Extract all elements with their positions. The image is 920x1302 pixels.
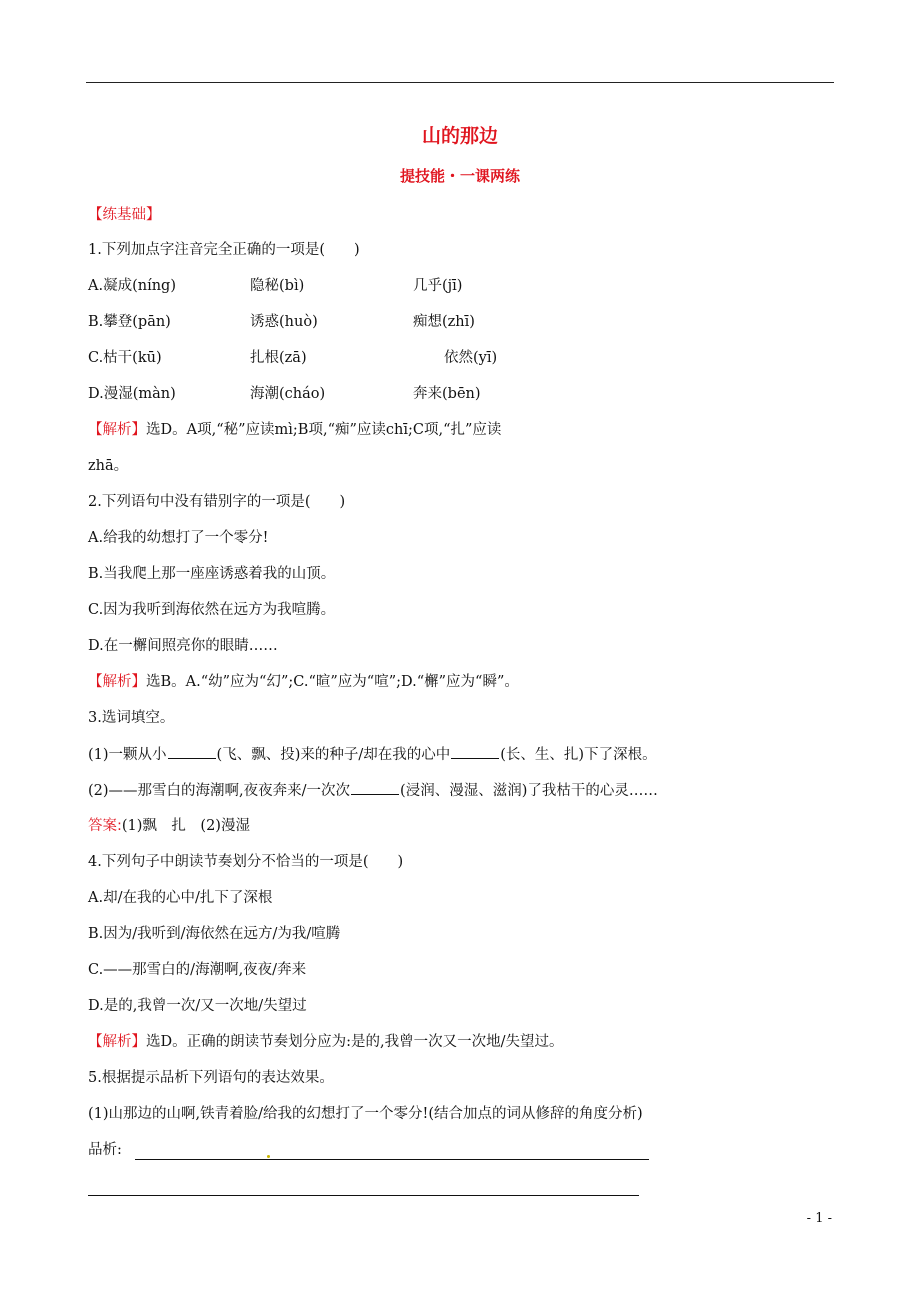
q3-item1-part-c: (长、生、扎)下了深根。 (500, 747, 657, 763)
answer-text: (1)飘 扎 (2)漫湿 (121, 818, 250, 834)
q3-answer (88, 816, 250, 836)
q3-item1-part-b: (飞、飘、投)来的种子/却在我的心中 (216, 747, 451, 763)
q4-stem: 4.下列句子中朗读节奏划分不恰当的一项是( ) (88, 854, 404, 870)
fill-blank[interactable] (351, 780, 399, 795)
q4-option-a: A.却/在我的心中/扎下了深根 (88, 890, 273, 906)
q1-stem: 1.下列加点字注音完全正确的一项是( ) (88, 242, 360, 258)
q5-item1: (1)山那边的山啊,铁青着脸/给我的幻想打了一个零分!(结合加点的词从修辞的角度分析) (88, 1106, 643, 1122)
q1-option-d1: D.漫湿(màn) (88, 386, 176, 402)
analysis-label: 【解析】 (88, 674, 146, 690)
q2-stem: 2.下列语句中没有错别字的一项是( ) (88, 494, 346, 510)
q2-option-c: C.因为我听到海依然在远方为我喧腾。 (88, 602, 336, 618)
q4-option-d: D.是的,我曾一次/又一次地/失望过 (88, 998, 307, 1014)
q3-item2-part-b: (浸润、漫湿、滋润)了我枯干的心灵…… (400, 783, 658, 799)
q1-option-d2: 海潮(cháo) (250, 386, 326, 402)
analysis-text: 选D。正确的朗读节奏划分应为:是的,我曾一次又一次地/失望过。 (146, 1034, 564, 1050)
analysis-label: 【解析】 (88, 1034, 146, 1050)
q1-option-d3: 奔来(bēn) (413, 386, 481, 402)
q2-option-a: A.给我的幼想打了一个零分! (88, 530, 269, 546)
q3-item2 (88, 780, 658, 801)
page-number: - 1 - (806, 1211, 832, 1226)
fill-blank[interactable] (168, 744, 216, 759)
analysis-text: 选D。A项,“秘”应读mì;B项,“痴”应读chī;C项,“扎”应读 (146, 422, 502, 438)
q1-option-c3: 依然(yī) (444, 350, 498, 366)
q4-analysis (88, 1032, 564, 1052)
q2-analysis (88, 672, 519, 692)
q1-option-b1: B.攀登(pān) (88, 314, 171, 330)
q3-item1 (88, 744, 657, 765)
q3-item2-part-a: (2)——那雪白的海潮啊,夜夜奔来/一次次 (88, 783, 351, 799)
analysis-label: 【解析】 (88, 422, 146, 438)
q3-stem: 3.选词填空。 (88, 710, 175, 726)
q1-analysis (88, 420, 501, 440)
page-subtitle: 提技能・一课两练 (399, 167, 520, 185)
q2-option-b: B.当我爬上那一座座诱惑着我的山顶。 (88, 566, 336, 582)
q1-analysis-cont: zhā。 (88, 458, 129, 474)
q1-option-c1: C.枯干(kū) (88, 350, 162, 366)
answer-line[interactable] (135, 1159, 649, 1160)
q1-option-a3: 几乎(jī) (413, 278, 463, 294)
q4-option-c: C.——那雪白的/海潮啊,夜夜/奔来 (88, 962, 307, 978)
emphasis-dot (267, 1155, 270, 1158)
q3-item1-part-a: (1)一颗从小 (88, 747, 167, 763)
analysis-text: 选B。A.“幼”应为“幻”;C.“暄”应为“喧”;D.“檞”应为“瞬”。 (146, 674, 519, 690)
section-label: 【练基础】 (88, 207, 161, 223)
q2-option-d: D.在一檞间照亮你的眼睛…… (88, 638, 278, 654)
q4-option-b: B.因为/我听到/海依然在远方/为我/喧腾 (88, 926, 341, 942)
fill-blank[interactable] (451, 744, 499, 759)
header-rule (86, 82, 834, 83)
q1-option-a2: 隐秘(bì) (250, 278, 305, 294)
q1-option-a1: A.凝成(níng) (88, 278, 176, 294)
q1-option-c2: 扎根(zā) (250, 350, 307, 366)
answer-line[interactable] (88, 1195, 639, 1196)
q1-option-b3: 痴想(zhī) (413, 314, 475, 330)
q5-prompt: 品析: (88, 1142, 122, 1158)
page-title: 山的那边 (421, 125, 498, 147)
q1-option-b2: 诱惑(huò) (250, 314, 318, 330)
q5-stem: 5.根据提示品析下列语句的表达效果。 (88, 1070, 334, 1086)
answer-label: 答案: (88, 818, 122, 834)
